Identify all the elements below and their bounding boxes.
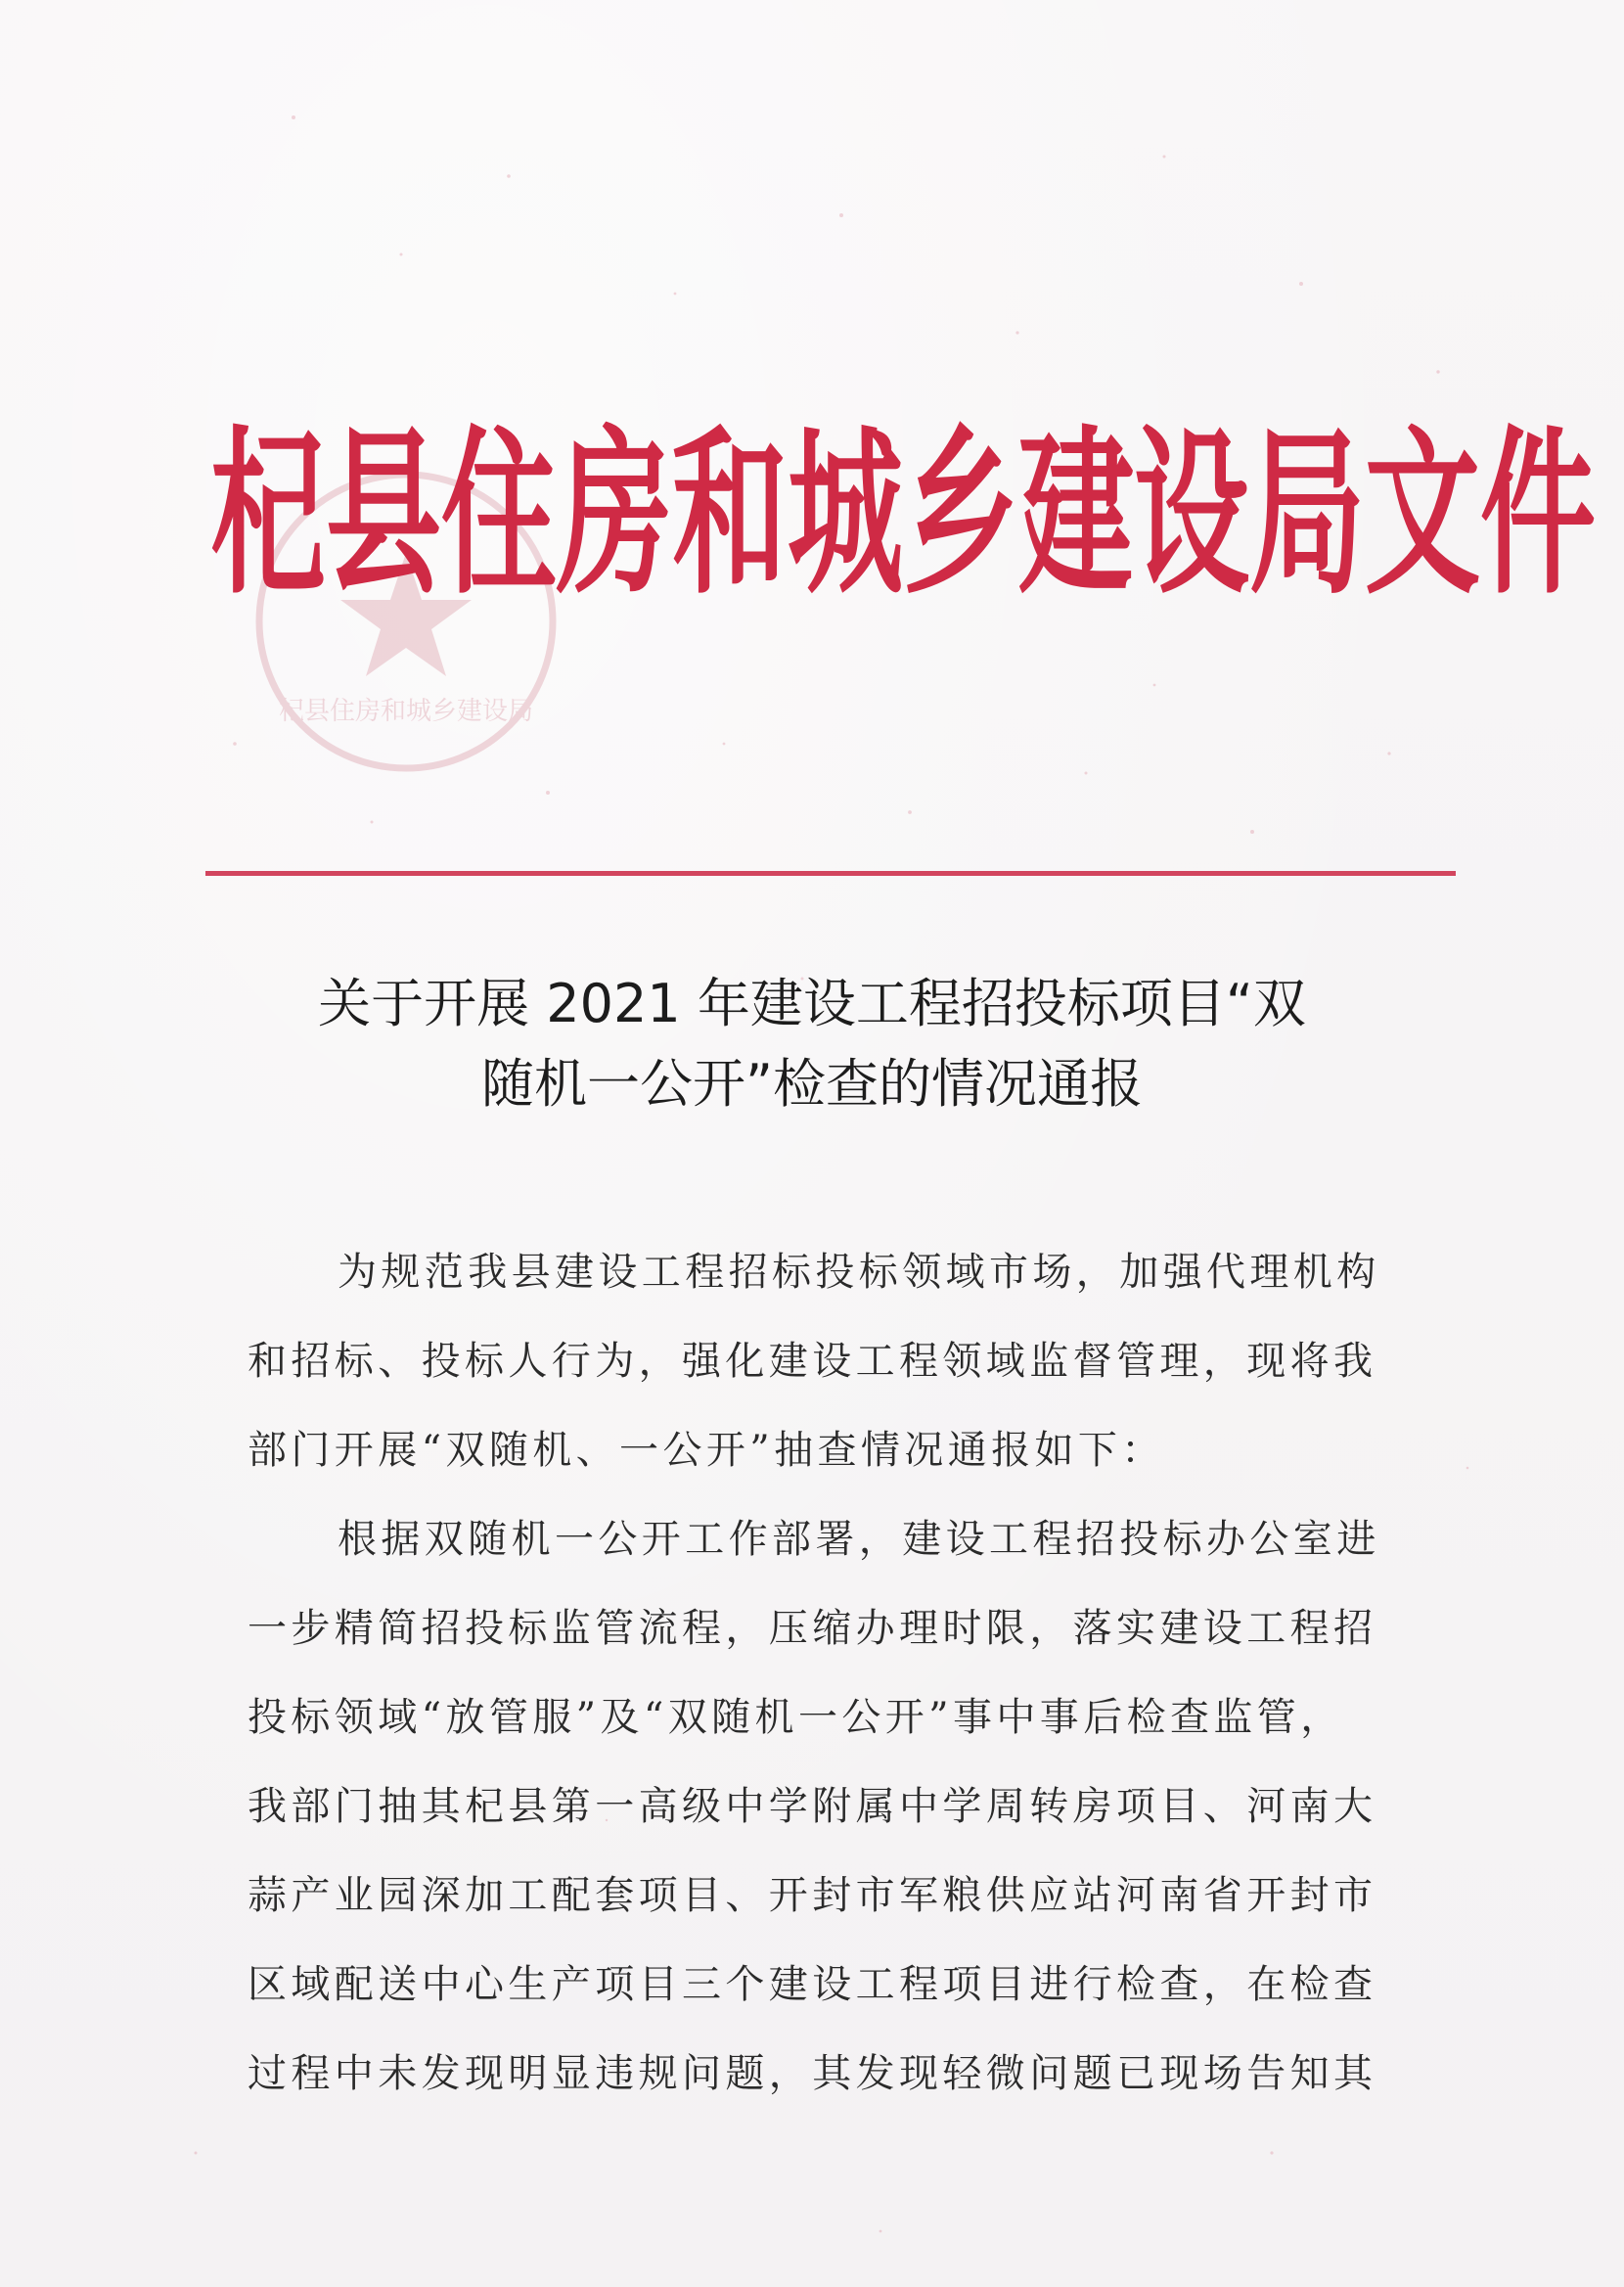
body-line: 一步精简招投标监管流程，压缩办理时限，落实建设工程招 [248,1606,1377,1651]
body-line: 过程中未发现明显违规问题，其发现轻微问题已现场告知其 [248,2051,1377,2096]
title-line-2: 随机一公开”检查的情况通报 [481,1053,1143,1115]
body-line: 根据双随机一公开工作部署，建设工程招投标办公室进 [338,1517,1380,1562]
body-line: 和招标、投标人行为，强化建设工程领域监督管理，现将我 [248,1339,1377,1384]
body-line: 投标领域“放管服”及“双随机一公开”事中事后检查监管， [248,1695,1344,1740]
red-divider-line [205,871,1456,876]
seal-text: 杞县住房和城乡建设局 [278,697,534,726]
title-line-1: 关于开展 2021 年建设工程招投标项目“双 [318,973,1306,1034]
body-line: 部门开展“双随机、一公开”抽查情况通报如下： [248,1428,1165,1473]
document-masthead: 杞县住房和城乡建设局文件 [210,407,1597,618]
body-line: 为规范我县建设工程招标投标领域市场，加强代理机构 [338,1250,1380,1295]
body-line: 蒜产业园深加工配套项目、开封市军粮供应站河南省开封市 [248,1873,1377,1918]
notice-title [215,964,1409,1124]
body-line: 我部门抽其杞县第一高级中学附属中学周转房项目、河南大 [248,1784,1377,1829]
notice-body [248,1228,1392,2119]
body-line: 区域配送中心生产项目三个建设工程项目进行检查，在检查 [248,1962,1377,2007]
